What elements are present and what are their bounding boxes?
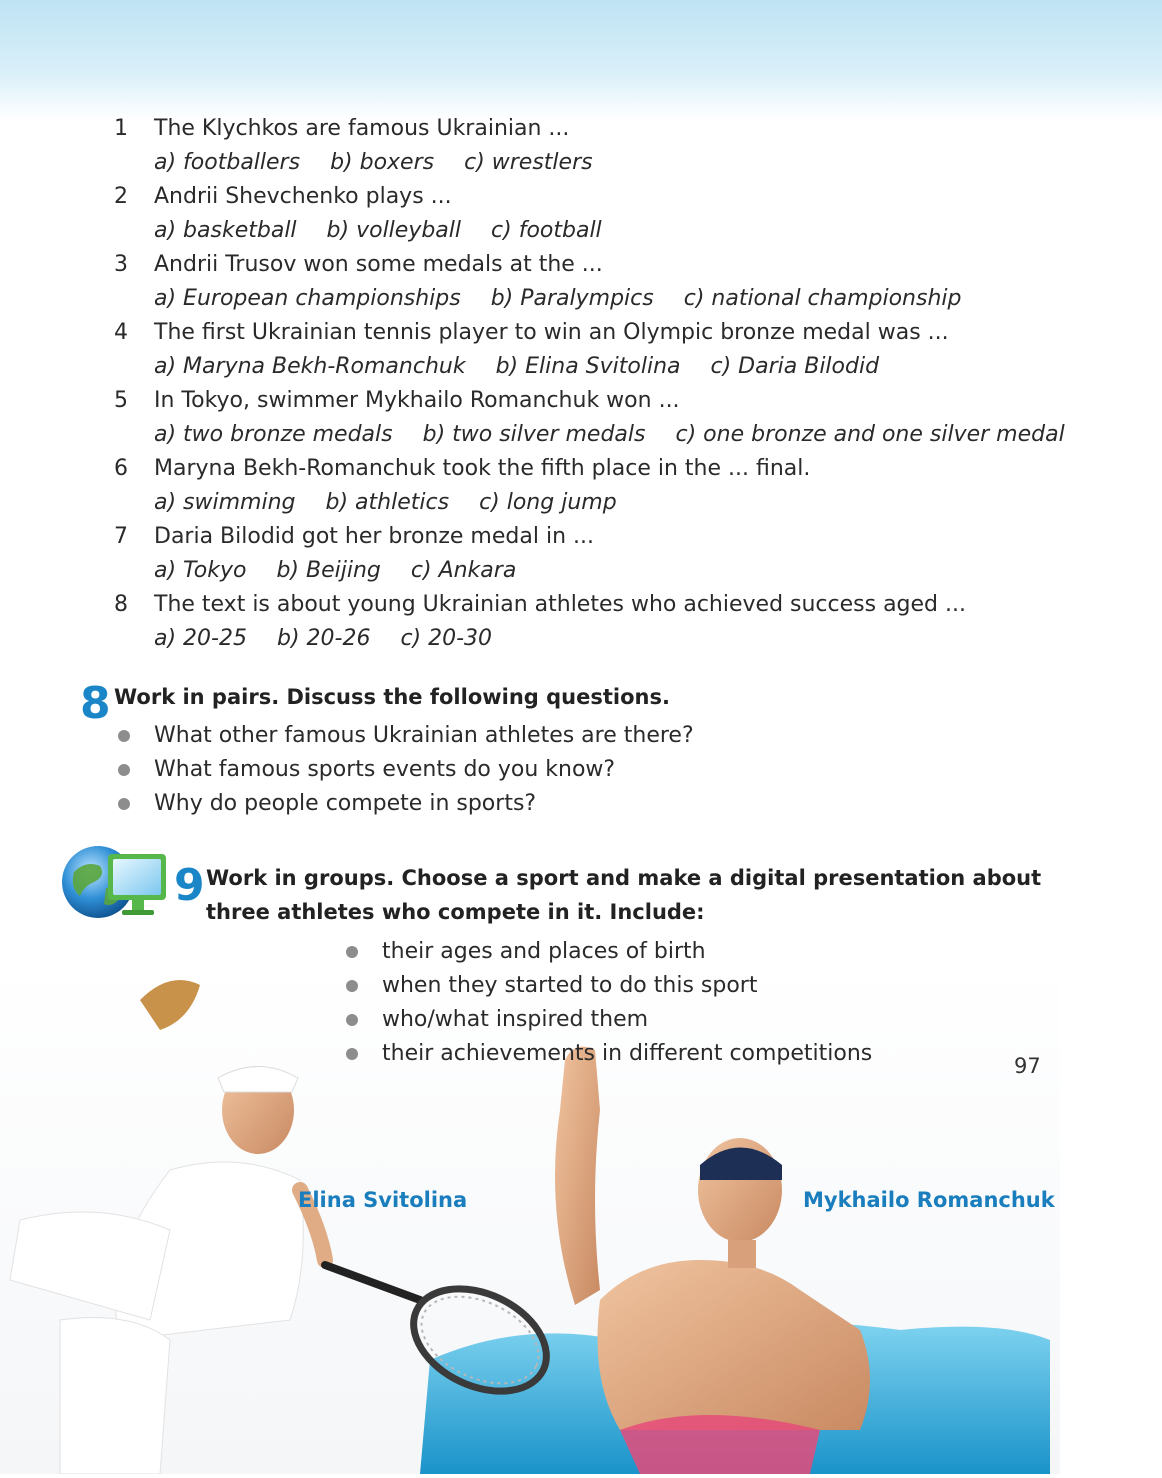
exercise-9-title-line2: three athletes who compete in it. Include: xyxy=(206,900,705,924)
option-a: a) Maryna Bekh-Romanchuk xyxy=(154,354,466,379)
option-c: c) wrestlers xyxy=(464,150,593,175)
question-8 xyxy=(0,590,1162,658)
question-number: 5 xyxy=(114,388,128,413)
question-options xyxy=(154,150,623,175)
question-text: The text is about young Ukrainian athletes who achieved success aged ... xyxy=(154,592,966,617)
question-options xyxy=(154,218,632,243)
option-a: a) swimming xyxy=(154,490,296,515)
option-b: b) two silver medals xyxy=(422,422,646,447)
question-text: Maryna Bekh-Romanchuk took the fifth place in the ... final. xyxy=(154,456,811,481)
question-3 xyxy=(0,250,1162,318)
question-number: 6 xyxy=(114,456,128,481)
question-options xyxy=(154,558,546,583)
question-5 xyxy=(0,386,1162,454)
question-4 xyxy=(0,318,1162,386)
question-6 xyxy=(0,454,1162,522)
exercise-8-number: 8 xyxy=(80,678,111,729)
option-b: b) volleyball xyxy=(326,218,462,243)
option-c: c) football xyxy=(491,218,602,243)
question-text: Daria Bilodid got her bronze medal in ... xyxy=(154,524,594,549)
question-number: 2 xyxy=(114,184,128,209)
bullet-item: their achievements in different competitions xyxy=(342,1037,872,1071)
question-text: Andrii Trusov won some medals at the ... xyxy=(154,252,603,277)
option-c: c) national championship xyxy=(683,286,962,311)
bullet-dot-icon xyxy=(346,1014,358,1026)
option-b: b) Beijing xyxy=(276,558,381,583)
caption-mykhailo-romanchuk: Mykhailo Romanchuk xyxy=(803,1188,1055,1212)
option-a: a) European championships xyxy=(154,286,461,311)
question-number: 3 xyxy=(114,252,128,277)
question-options xyxy=(154,354,909,379)
exercise-9-number: 9 xyxy=(174,860,205,911)
bullet-dot-icon xyxy=(346,946,358,958)
bullet-dot-icon xyxy=(118,798,130,810)
option-c: c) one bronze and one silver medal xyxy=(675,422,1065,447)
exercise-8-title: Work in pairs. Discuss the following questions. xyxy=(114,685,670,709)
option-c: c) long jump xyxy=(479,490,617,515)
option-a: a) footballers xyxy=(154,150,301,175)
question-text: The Klychkos are famous Ukrainian ... xyxy=(154,116,570,141)
question-options xyxy=(154,286,991,311)
bullet-dot-icon xyxy=(118,764,130,776)
bullet-dot-icon xyxy=(346,980,358,992)
quiz-questions xyxy=(0,114,1162,658)
question-text: Andrii Shevchenko plays ... xyxy=(154,184,452,209)
option-a: a) 20-25 xyxy=(154,626,247,651)
question-number: 7 xyxy=(114,524,128,549)
option-c: c) 20-30 xyxy=(400,626,493,651)
bullet-item: What other famous Ukrainian athletes are there? xyxy=(114,719,694,753)
option-c: c) Daria Bilodid xyxy=(710,354,880,379)
exercise-9-bullets xyxy=(342,935,872,1071)
bullet-item: Why do people compete in sports? xyxy=(114,787,694,821)
bullet-item: What famous sports events do you know? xyxy=(114,753,694,787)
digital-presentation-icon xyxy=(60,842,172,920)
bullet-item: when they started to do this sport xyxy=(342,969,872,1003)
question-options xyxy=(154,422,1095,447)
question-number: 4 xyxy=(114,320,128,345)
option-b: b) Paralympics xyxy=(490,286,654,311)
option-b: b) athletics xyxy=(325,490,450,515)
option-a: a) Tokyo xyxy=(154,558,247,583)
bullet-item: who/what inspired them xyxy=(342,1003,872,1037)
question-1 xyxy=(0,114,1162,182)
option-b: b) Elina Svitolina xyxy=(495,354,681,379)
question-2 xyxy=(0,182,1162,250)
option-a: a) basketball xyxy=(154,218,297,243)
caption-elina-svitolina: Elina Svitolina xyxy=(298,1188,468,1212)
exercise-9-title-line1: Work in groups. Choose a sport and make a digital presentation about xyxy=(206,866,1042,890)
question-7 xyxy=(0,522,1162,590)
question-options xyxy=(154,626,522,651)
bullet-item: their ages and places of birth xyxy=(342,935,872,969)
bullet-dot-icon xyxy=(346,1048,358,1060)
option-c: c) Ankara xyxy=(410,558,517,583)
header-band xyxy=(0,0,1162,120)
question-text: In Tokyo, swimmer Mykhailo Romanchuk won ... xyxy=(154,388,680,413)
page-number: 97 xyxy=(1014,1054,1041,1078)
option-b: b) boxers xyxy=(330,150,435,175)
option-a: a) two bronze medals xyxy=(154,422,393,447)
question-number: 8 xyxy=(114,592,128,617)
option-b: b) 20-26 xyxy=(276,626,371,651)
question-text: The first Ukrainian tennis player to win an Olympic bronze medal was ... xyxy=(154,320,949,345)
question-number: 1 xyxy=(114,116,128,141)
question-options xyxy=(154,490,647,515)
bullet-dot-icon xyxy=(118,730,130,742)
exercise-8-bullets xyxy=(114,719,694,821)
